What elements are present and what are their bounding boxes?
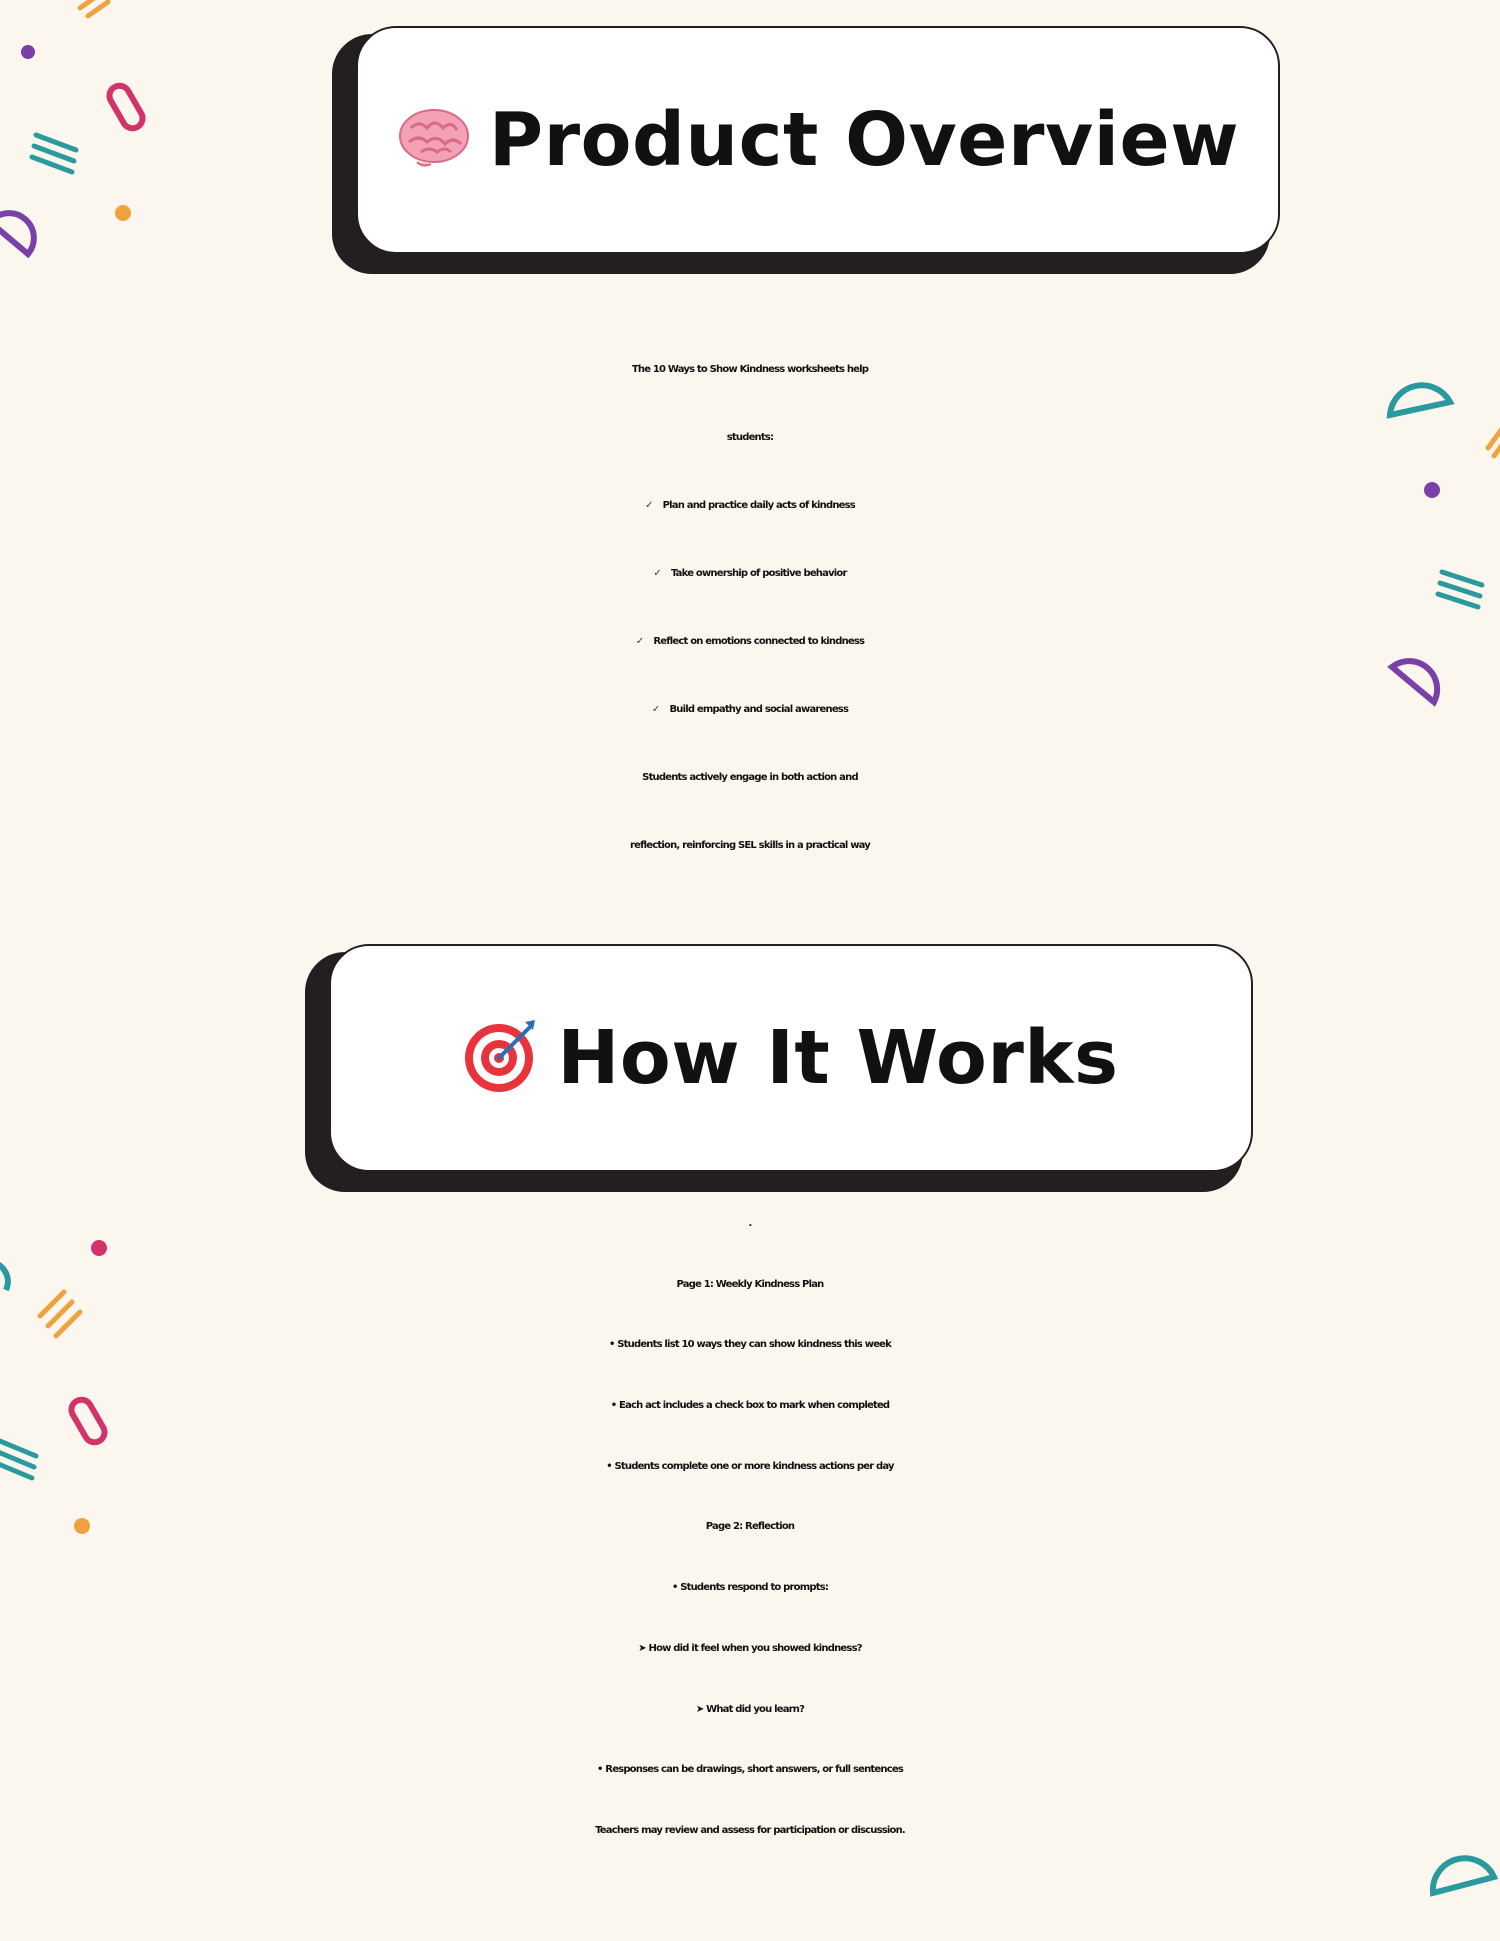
summary-line: Students actively engage in both action and <box>642 772 858 783</box>
how-it-works-title-card <box>305 944 1253 1192</box>
intro-line: students: <box>726 432 774 443</box>
intro-line: The 10 Ways to Show Kindness worksheets help <box>631 364 869 375</box>
check-icon: ✓ <box>635 636 644 647</box>
separator-dot: . <box>748 1218 752 1229</box>
confetti-top-left <box>0 0 146 254</box>
card-face <box>329 944 1253 1172</box>
benefit-item <box>0 676 1500 744</box>
benefit-text: Plan and practice daily acts of kindness <box>662 500 855 511</box>
page1-item: • Students complete one or more kindness actions per day <box>606 1460 894 1472</box>
page1-heading: Page 1: Weekly Kindness Plan <box>676 1278 824 1290</box>
benefit-item <box>0 608 1500 676</box>
summary-line: reflection, reinforcing SEL skills in a practical way <box>629 840 871 851</box>
how-it-works-title: How It Works <box>557 1015 1119 1101</box>
check-icon: ✓ <box>645 500 653 511</box>
prompt-item: ➤ What did you learn? <box>695 1703 805 1715</box>
benefit-item <box>0 540 1500 608</box>
prompt-item: ➤ How did it feel when you showed kindness? <box>638 1642 862 1654</box>
confetti-bottom-right <box>1433 1858 1494 1893</box>
check-icon: ✓ <box>653 568 661 579</box>
page2-heading: Page 2: Reflection <box>705 1521 795 1533</box>
overview-text <box>0 336 1500 880</box>
benefit-text: Take ownership of positive behavior <box>670 568 847 579</box>
benefit-item <box>0 472 1500 540</box>
brain-icon <box>397 106 471 174</box>
responses-line: • Responses can be drawings, short answers, or full sentences <box>597 1764 903 1776</box>
page2-item: • Students respond to prompts: <box>671 1582 829 1594</box>
benefit-text: Reflect on emotions connected to kindness <box>653 636 865 647</box>
how-it-works-text <box>0 1194 1500 1862</box>
check-icon: ✓ <box>651 704 660 715</box>
page1-item: • Students list 10 ways they can show kindness this week <box>608 1339 892 1351</box>
overview-title-card <box>332 26 1280 274</box>
benefit-text: Build empathy and social awareness <box>669 704 849 715</box>
card-face <box>356 26 1280 254</box>
overview-title: Product Overview <box>488 97 1240 183</box>
page1-item: • Each act includes a check box to mark when completed <box>610 1400 890 1412</box>
teacher-line: Teachers may review and assess for participation or discussion. <box>595 1824 905 1836</box>
target-icon <box>463 1018 539 1098</box>
